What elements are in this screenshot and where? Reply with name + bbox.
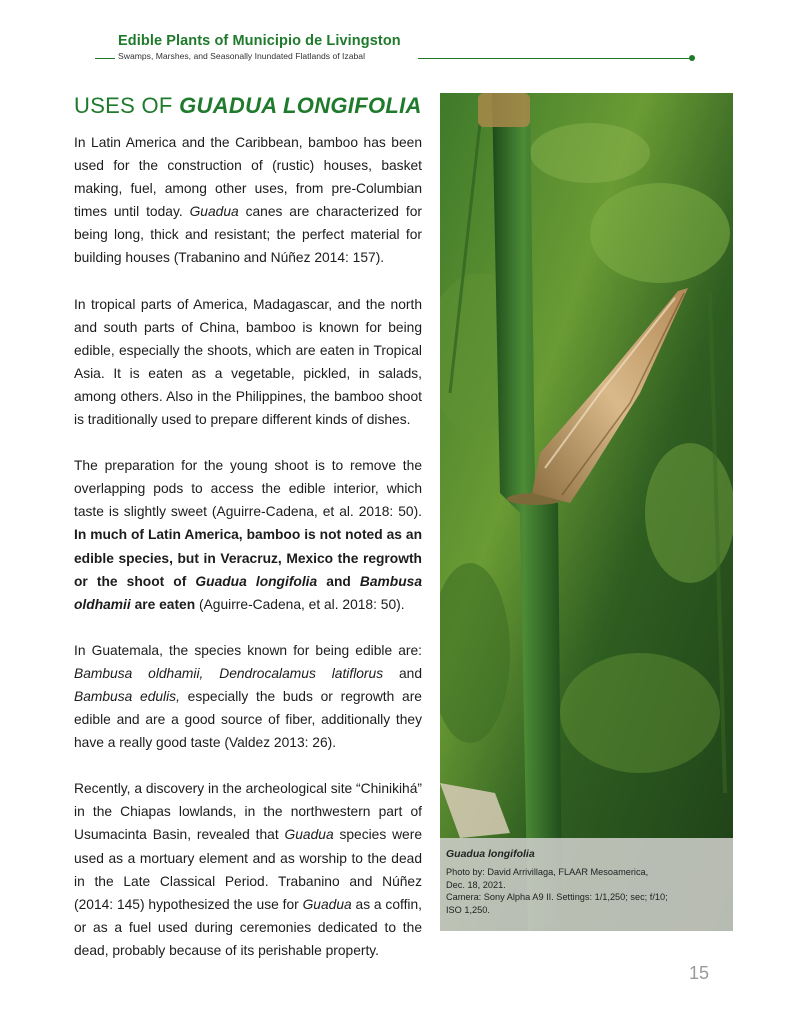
paragraph-1	[74, 131, 422, 270]
bamboo-photo	[440, 93, 733, 931]
text-run-italic: Guadua	[189, 204, 239, 220]
text-run: In much of Latin America, bamboo is not noted as an edible species, but in Veracruz, Mexico the regrowth or the shoot of	[74, 527, 422, 589]
text-run: Recently, a discovery in the archeological site “Chinikihá” in the Chiapas lowlands, in the northwestern part of Usumacinta Basin, revealed that	[74, 781, 422, 843]
caption-title: Guadua longifolia	[446, 848, 535, 860]
text-run-italic: Bambusa oldhamii, Dendrocalamus latiflorus	[74, 665, 384, 681]
text-run-italic: Guadua	[302, 896, 352, 912]
page-number: 15	[689, 963, 710, 983]
bamboo-illustration	[440, 93, 733, 931]
header-dot	[689, 55, 695, 61]
header-rule-left	[95, 58, 115, 59]
text-run: and	[383, 665, 422, 681]
paragraph-3	[74, 454, 422, 616]
caption-line: Dec. 18, 2021.	[446, 879, 506, 890]
text-run-italic: Guadua	[284, 827, 334, 843]
section-title-prefix: USES OF	[74, 93, 180, 118]
photo-caption	[440, 838, 733, 931]
text-run-italic: Guadua longifolia	[195, 573, 318, 589]
text-run: as a coffin, or as a fuel used during ceremonies dedicated to the dead, probably because of its perishable property.	[74, 896, 422, 958]
caption-line: Photo by: David Arrivillaga, FLAAR Mesoamerica,	[446, 867, 649, 877]
text-run: canes are characterized for being long, thick and resistant; the perfect material for building houses (Trabanino and Núñez 2014: 157).	[74, 204, 422, 266]
caption-line: Camera: Sony Alpha A9 II. Settings: 1/1,250; sec; f/10;	[446, 892, 668, 902]
paragraph-5	[74, 777, 422, 962]
text-run: and	[317, 573, 360, 589]
caption-line: ISO 1,250.	[446, 904, 490, 915]
text-run-italic: Bambusa oldhamii	[74, 573, 422, 612]
text-run: especially the buds or regrowth are edible and are a good source of fiber, additionally they have a really good taste (Valdez 2013: 26).	[74, 688, 422, 751]
article-body	[74, 131, 422, 962]
text-run: species were used as a mortuary element and as worship to the dead in the Late Classical Period. Trabanino and Núñez (2014: 145) hypothesized the use for	[74, 827, 422, 912]
paragraph-2: In tropical parts of America, Madagascar, and the north and south parts of China, bamboo is known for being edible, especially the shoots, which are eaten in Tropical Asia. It is eaten as a vegetable, pickled, in salads, among others. Also in the Philippines, the bamboo shoot is traditionally used to prepare different kinds of dishes.	[74, 296, 422, 428]
text-run: The preparation for the young shoot is to remove the overlapping pods to access the edible interior, which taste is slightly sweet (Aguirre-Cadena, et al. 2018: 50).	[74, 458, 422, 520]
section-title	[74, 93, 422, 119]
section-title-species: GUADUA LONGIFOLIA	[179, 93, 422, 118]
text-run-italic: Bambusa edulis,	[74, 688, 180, 704]
paragraph-4	[74, 639, 422, 754]
text-run: In Guatemala, the species known for being edible are:	[74, 642, 422, 658]
text-run: are eaten	[130, 596, 196, 612]
header-rule-right	[418, 58, 689, 59]
header-subtitle: Swamps, Marshes, and Seasonally Inundated Flatlands of Izabal	[118, 51, 365, 61]
header-title: Edible Plants of Municipio de Livingston	[118, 33, 401, 49]
text-run: In Latin America and the Caribbean, bamboo has been used for the construction of (rustic) houses, basket making, fuel, among other uses, from pre-Columbian times until today.	[74, 135, 422, 220]
text-run: (Aguirre-Cadena, et al. 2018: 50).	[195, 596, 405, 612]
